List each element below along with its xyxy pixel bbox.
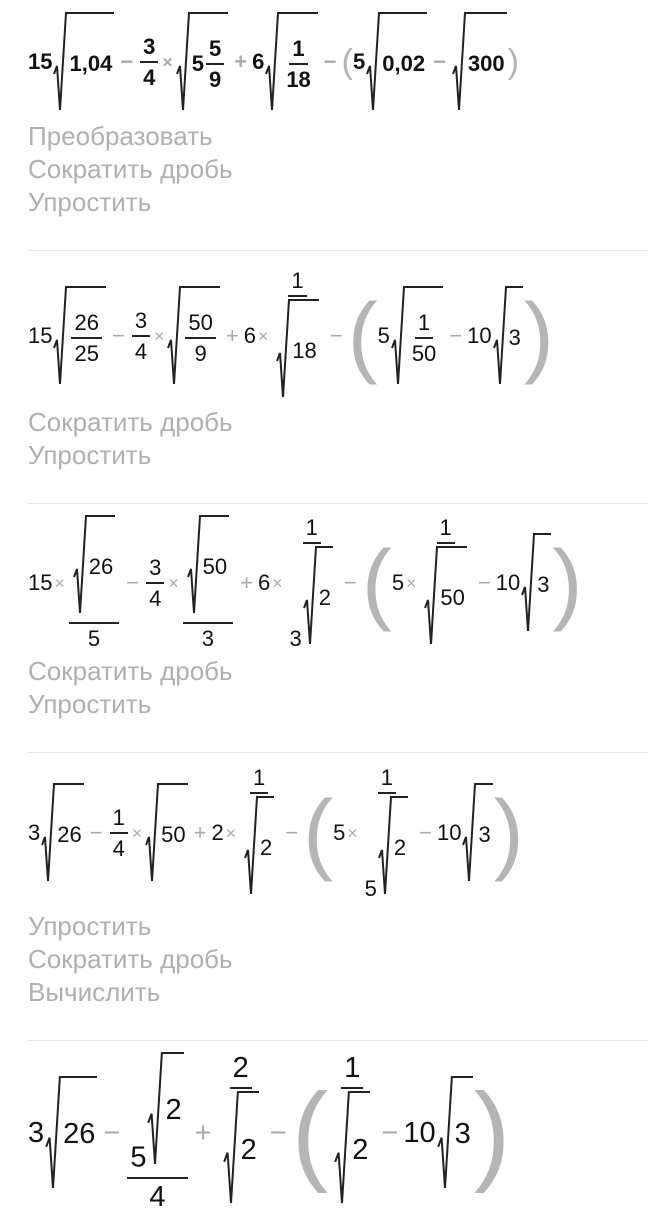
operation-simplify[interactable]: Упростить xyxy=(28,689,152,719)
radicand: 2 xyxy=(240,1133,257,1166)
fraction xyxy=(140,34,158,91)
minus-sign: − xyxy=(449,323,463,348)
radicand: 2 xyxy=(165,1094,182,1127)
expression-step-1 xyxy=(28,30,519,94)
operation-reduce-fraction[interactable]: Сократить дробь xyxy=(28,407,233,437)
numerator: 1 xyxy=(289,36,307,65)
denominator: 4 xyxy=(134,339,148,364)
square-root xyxy=(378,796,408,896)
radicand: 1,04 xyxy=(69,50,113,76)
minus-sign: − xyxy=(381,1116,399,1149)
plus-sign: + xyxy=(225,323,239,348)
denominator: 4 xyxy=(143,65,156,90)
fraction xyxy=(69,515,119,652)
minus-sign: − xyxy=(120,49,134,74)
radicand: 3 xyxy=(478,821,491,847)
square-root xyxy=(303,546,333,646)
operation-simplify[interactable]: Упростить xyxy=(28,911,152,941)
denominator xyxy=(330,1089,374,1214)
fraction xyxy=(283,36,313,93)
numerator: 1 xyxy=(437,515,455,544)
denominator: 5 xyxy=(87,626,101,651)
numerator: 3 xyxy=(146,555,164,584)
radicand: 18 xyxy=(292,337,317,363)
radicand: 3 xyxy=(508,324,521,350)
numerator: 1 xyxy=(415,310,433,339)
square-root xyxy=(452,12,507,112)
operation-simplify[interactable]: Упростить xyxy=(28,440,152,470)
coefficient: 6 xyxy=(243,323,256,348)
right-parenthesis: ) xyxy=(552,533,583,633)
multiply-sign: × xyxy=(54,572,65,593)
denominator xyxy=(420,544,470,651)
left-parenthesis: ( xyxy=(291,1071,329,1194)
operation-calculate[interactable]: Вычислить xyxy=(28,977,161,1007)
multiply-sign: × xyxy=(131,822,143,843)
coefficient: 10 xyxy=(467,323,492,348)
expression-step-4 xyxy=(28,764,524,901)
operation-transform[interactable]: Преобразовать xyxy=(28,121,213,151)
square-root xyxy=(391,286,443,386)
square-root xyxy=(223,1091,259,1205)
radicand: 2 xyxy=(318,584,332,610)
square-root xyxy=(41,783,83,883)
plus-sign: + xyxy=(193,820,207,845)
square-root xyxy=(437,1076,473,1190)
minus-sign: − xyxy=(89,820,103,845)
expression-step-5 xyxy=(28,1052,511,1213)
radicand: 26 xyxy=(88,553,114,579)
multiply-sign: × xyxy=(272,572,283,593)
fraction xyxy=(206,36,224,93)
minus-sign: − xyxy=(111,323,125,348)
numerator: 1 xyxy=(250,765,268,794)
numerator: 1 xyxy=(303,515,321,544)
square-root xyxy=(53,286,105,386)
fraction xyxy=(330,1052,374,1214)
numerator: 5 xyxy=(206,36,224,65)
numerator xyxy=(69,515,119,624)
coefficient: 5 xyxy=(352,49,366,74)
numerator: 3 xyxy=(140,34,158,63)
radicand: 2 xyxy=(260,834,273,860)
multiply-sign: × xyxy=(225,822,236,843)
coefficient: 3 xyxy=(28,820,41,845)
coefficient: 6 xyxy=(252,49,265,74)
coefficient: 10 xyxy=(495,570,521,595)
minus-sign: − xyxy=(103,1116,121,1149)
radicand: 0,02 xyxy=(382,50,426,76)
radicand: 3 xyxy=(537,571,550,597)
fraction xyxy=(127,1052,187,1214)
fraction xyxy=(420,515,470,652)
coefficient: 5 xyxy=(377,323,390,348)
minus-sign: − xyxy=(433,49,446,74)
fraction xyxy=(110,805,128,862)
fraction xyxy=(185,310,215,367)
fraction xyxy=(362,765,413,902)
square-root xyxy=(167,286,219,386)
square-root xyxy=(145,783,187,883)
expression-step-2 xyxy=(28,267,554,386)
coefficient: 5 xyxy=(364,876,377,901)
minus-sign: − xyxy=(285,820,299,845)
separator xyxy=(28,503,648,504)
minus-sign: − xyxy=(329,323,343,348)
minus-sign: − xyxy=(323,49,337,74)
square-root xyxy=(521,533,551,633)
denominator: 25 xyxy=(74,341,99,366)
left-parenthesis: ( xyxy=(303,783,334,883)
minus-sign: − xyxy=(419,820,432,845)
multiply-sign: × xyxy=(257,325,269,346)
denominator: 9 xyxy=(208,67,222,92)
operations-list xyxy=(28,655,233,721)
minus-sign: − xyxy=(344,570,357,595)
denominator xyxy=(287,544,338,651)
radicand: 3 xyxy=(454,1118,471,1151)
radicand: 50 xyxy=(161,821,186,847)
minus-sign: − xyxy=(477,570,491,595)
coefficient: 15 xyxy=(28,323,53,348)
fraction xyxy=(287,515,338,652)
numerator: 1 xyxy=(378,765,396,794)
left-parenthesis: ( xyxy=(347,286,378,386)
square-root xyxy=(45,1076,97,1190)
operations-list xyxy=(28,406,233,472)
denominator xyxy=(272,297,322,404)
expression-step-3 xyxy=(28,514,583,651)
fraction xyxy=(240,765,278,902)
coefficient: 5 xyxy=(333,820,346,845)
multiply-sign: × xyxy=(162,51,173,72)
operations-list xyxy=(28,120,233,219)
square-root xyxy=(493,286,523,386)
square-root xyxy=(334,1091,370,1205)
minus-sign: − xyxy=(126,570,140,595)
multiply-sign: × xyxy=(406,572,417,593)
coefficient: 10 xyxy=(436,820,462,845)
fraction xyxy=(146,555,164,612)
numerator xyxy=(183,515,233,624)
numerator: 3 xyxy=(132,308,150,337)
multiply-sign: × xyxy=(168,572,179,593)
radicand: 2 xyxy=(352,1133,369,1166)
numerator xyxy=(127,1052,187,1179)
denominator: 18 xyxy=(286,67,311,92)
coefficient: 3 xyxy=(289,626,302,651)
plus-sign: + xyxy=(194,1116,212,1149)
multiply-sign: × xyxy=(347,822,358,843)
coefficient: 2 xyxy=(211,820,224,845)
denominator xyxy=(219,1089,263,1214)
radicand: 26 xyxy=(57,821,82,847)
square-root xyxy=(73,515,115,615)
left-parenthesis: ( xyxy=(341,42,353,81)
radicand: 300 xyxy=(467,50,505,76)
numerator: 2 xyxy=(230,1052,252,1089)
numerator: 50 xyxy=(185,310,215,339)
fraction xyxy=(272,268,322,405)
right-parenthesis: ) xyxy=(507,42,519,81)
denominator: 3 xyxy=(201,626,214,651)
numerator: 1 xyxy=(288,268,306,297)
radicand: 50 xyxy=(202,553,228,579)
square-root xyxy=(147,1052,183,1166)
operation-reduce-fraction[interactable]: Сократить дробь xyxy=(28,944,233,974)
operation-simplify[interactable]: Упростить xyxy=(28,187,152,217)
coefficient: 3 xyxy=(28,1116,45,1149)
fraction xyxy=(71,310,101,367)
denominator: 50 xyxy=(411,341,437,366)
separator xyxy=(28,250,648,251)
radicand: 26 xyxy=(63,1118,96,1151)
fraction xyxy=(219,1052,263,1214)
numerator: 26 xyxy=(71,310,101,339)
fraction xyxy=(409,310,439,367)
mixed-whole: 5 xyxy=(191,50,204,76)
coefficient: 6 xyxy=(257,570,271,595)
square-root xyxy=(187,515,229,615)
square-root xyxy=(424,546,466,646)
square-root xyxy=(53,12,114,112)
square-root xyxy=(366,12,427,112)
radicand: 50 xyxy=(440,584,465,610)
square-root xyxy=(462,783,492,883)
coefficient: 15 xyxy=(28,570,53,595)
plus-sign: + xyxy=(240,570,253,595)
right-parenthesis: ) xyxy=(523,286,554,386)
radicand: 2 xyxy=(393,834,407,860)
denominator xyxy=(240,794,278,901)
multiply-sign: × xyxy=(154,325,165,346)
square-root xyxy=(176,12,229,112)
square-root xyxy=(265,12,317,112)
coefficient: 5 xyxy=(130,1141,147,1174)
separator xyxy=(28,752,648,753)
right-parenthesis: ) xyxy=(473,1071,511,1194)
denominator xyxy=(362,794,413,901)
operations-list xyxy=(28,910,233,1009)
numerator: 1 xyxy=(110,805,128,834)
square-root xyxy=(276,299,318,399)
coefficient: 5 xyxy=(391,570,405,595)
fraction xyxy=(183,515,233,652)
numerator: 1 xyxy=(341,1052,363,1089)
left-parenthesis: ( xyxy=(361,533,392,633)
right-parenthesis: ) xyxy=(493,783,524,883)
operation-reduce-fraction[interactable]: Сократить дробь xyxy=(28,154,233,184)
denominator: 4 xyxy=(112,836,125,861)
square-root xyxy=(244,796,274,896)
denominator: 4 xyxy=(149,586,162,611)
denominator: 9 xyxy=(194,341,207,366)
minus-sign: − xyxy=(269,1116,287,1149)
fraction xyxy=(132,308,150,365)
plus-sign: + xyxy=(234,49,248,74)
operation-reduce-fraction[interactable]: Сократить дробь xyxy=(28,656,233,686)
denominator: 4 xyxy=(149,1180,166,1213)
coefficient: 10 xyxy=(403,1116,436,1149)
coefficient: 15 xyxy=(28,49,53,74)
separator xyxy=(28,1040,648,1041)
